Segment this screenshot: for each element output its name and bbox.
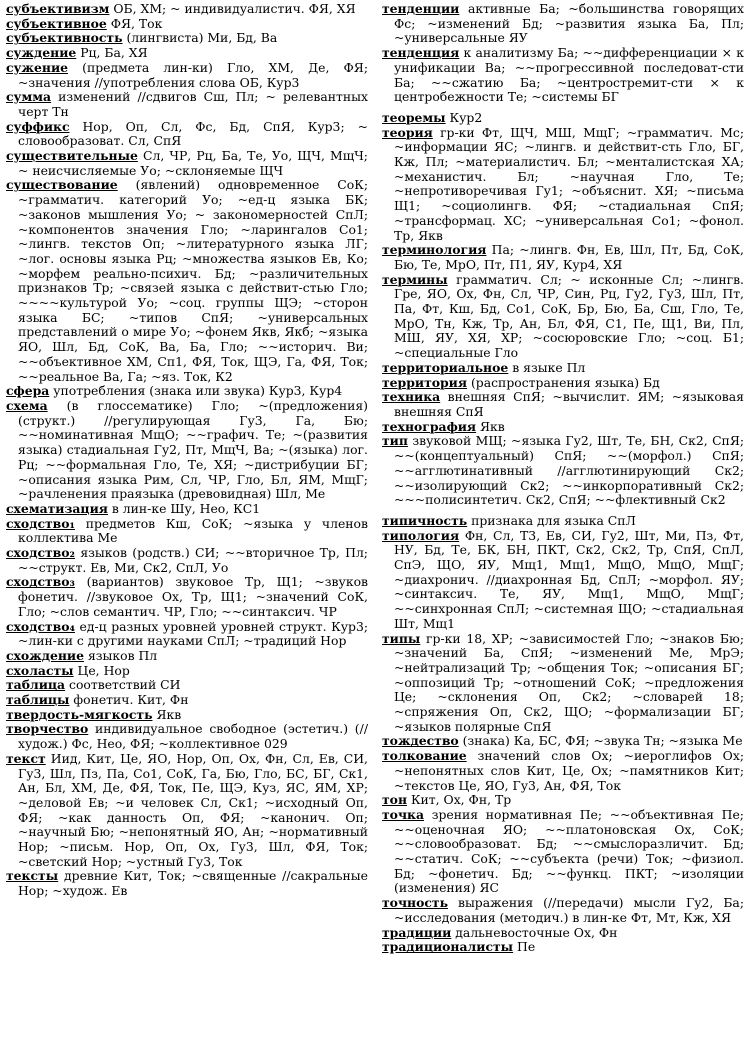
entry-text: предметов Кш, СоК; ~языка у членов коллектива Ме bbox=[18, 515, 368, 546]
entry-term: существование bbox=[6, 177, 118, 193]
entry-term: традиционалисты bbox=[382, 939, 514, 955]
entry-text: гр-ки Фт, ЩЧ, МШ, МщГ; ~грамматич. Мс; ~информации ЯС; ~лингв. и действит-сть Гло, БГ, Кж, Пл; ~материалистич. Бл; ~менталистская ХА; ~механистич. Бл; ~научная Гло, Те; ~непротиворечивая Гу1; ~объяснит. ХЯ; ~письма Щ1; ~социолингв. ФЯ; ~стадиальная СпЯ; ~трансформац. ХС; ~универсальная Со1; ~фонол. Тр, Якв bbox=[394, 124, 744, 243]
entry-text: дальневосточные Ох, Фн bbox=[451, 924, 618, 940]
entry-term: тексты bbox=[6, 868, 59, 884]
entry-text: к аналитизму Ба; ~~дифференциации × к унификации Ва; ~~прогрессивной последоват-сти Ба; ~~сжатию Ба; ~центростремит-сти × к центробежности Те; ~системы БГ bbox=[394, 45, 744, 105]
index-entry bbox=[6, 722, 368, 751]
index-entry bbox=[382, 896, 744, 925]
entry-term: схоласты bbox=[6, 662, 74, 678]
index-entry bbox=[382, 46, 744, 105]
index-entry bbox=[6, 546, 368, 575]
entry-term: сходство₁ bbox=[6, 515, 75, 531]
index-entry bbox=[382, 243, 744, 272]
entry-term: существительные bbox=[6, 148, 138, 164]
entry-term: таблицы bbox=[6, 692, 70, 708]
entry-text: ед-ц разных уровней уровней структ. Кур3; ~лин-ки с другими науками СпЛ; ~традиций Нор bbox=[18, 618, 368, 649]
entry-term: субъективность bbox=[6, 30, 123, 46]
index-entry bbox=[6, 384, 368, 399]
entry-term: типология bbox=[382, 527, 460, 543]
entry-term: сужение bbox=[6, 59, 69, 75]
entry-term: текст bbox=[6, 750, 46, 766]
entry-term: сходство₄ bbox=[6, 618, 75, 634]
index-entry bbox=[382, 376, 744, 391]
entry-text: Якв bbox=[476, 418, 505, 434]
index-entry bbox=[6, 649, 368, 664]
entry-text: значений слов Ох; ~иероглифов Ох; ~непонятных слов Кит, Це, Ох; ~памятников Кит; ~текстов Це, ЯО, Гу3, Ан, ФЯ, Ток bbox=[394, 748, 744, 793]
entry-text: внешняя СпЯ; ~вычислит. ЯМ; ~языковая внешняя СпЯ bbox=[394, 389, 744, 419]
index-entry bbox=[382, 126, 744, 244]
entry-term: суффикс bbox=[6, 118, 70, 134]
entry-text: Кур2 bbox=[445, 109, 483, 125]
entry-term: территория bbox=[382, 374, 468, 390]
entry-text: признака для языка СпЛ bbox=[467, 512, 636, 528]
entry-text: употребления (знака или звука) Кур3, Кур4 bbox=[49, 383, 343, 399]
index-entry bbox=[6, 502, 368, 517]
entry-term: тип bbox=[382, 433, 408, 449]
index-entry bbox=[382, 734, 744, 749]
index-entry bbox=[382, 361, 744, 376]
entry-text: ФЯ, Ток bbox=[106, 15, 163, 31]
entry-text: зрения нормативная Пе; ~~объективная Пе; ~~оценочная ЯО; ~~платоновская Ох, СоК; ~~словообразоват. Бд; ~~смыслоразличит. Бд; ~~статич. СоК; ~~субъекта (речи) Ток; ~физиол. Бд; ~фонетич. Бд; ~~функц. ПКТ; ~изоляции (изменения) ЯС bbox=[394, 806, 744, 896]
index-entry bbox=[382, 529, 744, 632]
entry-term: точка bbox=[382, 806, 424, 822]
entry-text: древние Кит, Ток; ~священные //сакральные Нор; ~худож. Ев bbox=[18, 868, 368, 899]
entry-text: (лингвиста) Ми, Бд, Ва bbox=[122, 30, 278, 46]
index-entry bbox=[382, 420, 744, 435]
entry-term: творчество bbox=[6, 721, 89, 737]
index-entry bbox=[6, 664, 368, 679]
entry-term: толкование bbox=[382, 748, 467, 764]
index-entry bbox=[6, 31, 368, 46]
entry-term: сходство₂ bbox=[6, 545, 75, 561]
index-entry bbox=[6, 90, 368, 119]
entry-text: звуковой МЩ; ~языка Гу2, Шт, Те, БН, Ск2, СпЯ; ~~(концептуальный) СпЯ; ~~(морфол.) СпЯ; ~~агглютинативный //агглютинирующий Ск2; ~~изолирующий Ск2; ~~инкорпоративный Ск2; ~~~полисинтетич. Ск2, СпЯ; ~~флективный Ск2 bbox=[394, 433, 744, 508]
entry-text: активные Ба; ~большинства говорящих Фс; ~изменений Бд; ~развития языка Ба, Пл; ~универсальные ЯУ bbox=[394, 2, 744, 46]
entry-text: выражения (//передачи) мысли Гу2, Ба; ~исследования (методич.) в лин-ке Фт, Мт, Кж, ХЯ bbox=[394, 895, 744, 925]
entry-text: в лин-ке Шу, Нео, КС1 bbox=[107, 500, 261, 516]
entry-text: изменений //сдвигов Сш, Пл; ~ релевантных черт Тн bbox=[18, 89, 368, 119]
entry-term: суждение bbox=[6, 45, 77, 61]
entry-term: субъективизм bbox=[6, 2, 110, 16]
entry-term: традиции bbox=[382, 924, 452, 940]
entry-term: территориальное bbox=[382, 359, 509, 375]
entry-term: термины bbox=[382, 271, 448, 287]
entry-term: субъективное bbox=[6, 15, 107, 31]
index-entry bbox=[6, 693, 368, 708]
entry-text: Фн, Сл, Т3, Ев, СИ, Гу2, Шт, Ми, Пз, Фт, НУ, Бд, Те, БК, БН, ПКТ, Ск2, Ск2, Тр, СпЯ, СпЛ, СпЭ, ЩО, ЯУ, Мщ1, Мщ1, МщО, МщО, МщГ; ~диахронич. //диахронная Бд, СпЛ; ~морфол. ЯУ; ~синтаксич. Те, ЯУ, Мщ1, МщО, МщГ; ~~синхронная СпЛ; ~системная ЩО; ~стадиальная Шт, Мщ1 bbox=[394, 527, 744, 631]
index-entry bbox=[382, 940, 744, 955]
entry-text: фонетич. Кит, Фн bbox=[69, 692, 189, 708]
entry-term: твердость-мягкость bbox=[6, 706, 153, 722]
index-entry bbox=[382, 111, 744, 126]
entry-term: типы bbox=[382, 630, 421, 646]
index-entry bbox=[382, 926, 744, 941]
entry-term: сумма bbox=[6, 89, 52, 105]
index-entry bbox=[382, 749, 744, 793]
index-entry bbox=[382, 632, 744, 735]
index-entry bbox=[6, 399, 368, 502]
index-entry bbox=[6, 620, 368, 649]
entry-term: техника bbox=[382, 389, 441, 405]
index-entry bbox=[382, 808, 744, 896]
entry-term: технография bbox=[382, 418, 477, 434]
entry-term: сфера bbox=[6, 383, 50, 399]
index-entry bbox=[6, 2, 368, 17]
entry-text: (распространения языка) Бд bbox=[467, 374, 660, 390]
entry-term: тождество bbox=[382, 733, 459, 749]
index-entry bbox=[382, 390, 744, 419]
index-entry bbox=[382, 793, 744, 808]
index-entry bbox=[6, 869, 368, 898]
entry-term: схема bbox=[6, 397, 48, 413]
index-entry bbox=[6, 149, 368, 178]
entry-term: таблица bbox=[6, 677, 66, 693]
entry-term: тон bbox=[382, 792, 408, 808]
entry-term: тенденция bbox=[382, 45, 460, 61]
index-entry bbox=[6, 120, 368, 149]
right-column bbox=[382, 2, 744, 1044]
entry-text: соответствий СИ bbox=[65, 677, 181, 693]
entry-text: Па; ~лингв. Фн, Ев, Шл, Пт, Бд, СоК, Бю, Те, МрО, Пт, П1, ЯУ, Кур4, ХЯ bbox=[394, 242, 744, 272]
entry-text: (знака) Ка, БС, ФЯ; ~звука Тн; ~языка Ме bbox=[458, 733, 743, 749]
entry-text: Це, Нор bbox=[73, 662, 130, 678]
entry-text: (явлений) одновременное СоК; ~грамматич. категорий Уо; ~ед-ц языка БК; ~законов мышления Уо; ~ закономерностей СпЛ; ~компонентов значения Гло; ~ларингалов Со1; ~лингв. текстов Оп; ~литературного языка ЛГ; ~лог. основы языка Рц; ~множества языков Ев, Ко; ~морфем реально-психич. Бд; ~различительных признаков Тр; ~связей языка с действит-стью Гло; ~~~~культурой Уо; ~соц. группы ЩЭ; ~сторон языка БС; ~типов СпЯ; ~универсальных представлений о мире Уо; ~фонем Якв, Якб; ~языка ЯО, Шл, Бд, СоК, Ва, Ба, Гло; ~~историч. Ви; ~~объективное ХМ, Сп1, ФЯ, Ток, ЩЭ, Га, ФЯ, Ток; ~~реальное Ва, Га; ~яз. Ток, К2 bbox=[18, 177, 368, 384]
entry-text: Кит, Ох, Фн, Тр bbox=[407, 792, 512, 808]
entry-text: в языке Пл bbox=[508, 359, 586, 375]
index-entry bbox=[6, 678, 368, 693]
entry-term: терминология bbox=[382, 242, 487, 258]
index-entry bbox=[6, 17, 368, 32]
entry-text: (в глоссематике) Гло; ~(предложения) (структ.) //регулирующая Гу3, Га, Бю; ~~номинативная МщО; ~~графич. Те; ~(развития языка) стадиальная Гу2, Пт, МщЧ, Ва; ~(языка) лог. Рц; ~~формальная Гло, Те, ХЯ; ~дистрибуции БГ; ~описания языка Рим, Сл, ЧР, Гло, Бл, ЯМ, МщГ; ~рачленения праязыка (древовидная) Шл, Ме bbox=[18, 397, 368, 502]
entry-term: схождение bbox=[6, 647, 84, 663]
index-entry bbox=[6, 61, 368, 90]
entry-text: (вариантов) звуковое Тр, Щ1; ~звуков фонетич. //звуковое Ох, Тр, Щ1; ~значений СоК, Гло; ~слов семантич. ЧР, Гло; ~~синтаксич. ЧР bbox=[18, 574, 368, 619]
entry-text: (предмета лин-ки) Гло, ХМ, Де, ФЯ; ~значения //употребления слова ОБ, Кур3 bbox=[18, 59, 368, 90]
entry-text: гр-ки 18, ХР; ~зависимостей Гло; ~знаков Бю; ~значений Ба, СпЯ; ~изменений Ме, МрЭ; ~нейтрализаций Тр; ~общения Ток; ~описания БГ; ~оппозиций Тр; ~отношений СоК; ~предложения Це; ~склонения Оп, Ск2; ~словарей 18; ~спряжения Оп, Ск2, ЩО; ~формализации БГ; ~языков полярные СпЯ bbox=[394, 630, 744, 734]
index-entry bbox=[6, 46, 368, 61]
entry-text: Якв bbox=[152, 706, 182, 722]
entry-text: индивидуальное свободное (эстетич.) (//худож.) Фс, Нео, ФЯ; ~коллективное 029 bbox=[18, 721, 368, 752]
entry-text: Сл, ЧР, Рц, Ба, Те, Уо, ЩЧ, МщЧ; ~ неисчисляемые Уо; ~склоняемые ЩЧ bbox=[18, 148, 368, 178]
left-column bbox=[6, 2, 368, 1044]
entry-term: точность bbox=[382, 895, 448, 911]
entry-text: Рц, Ба, ХЯ bbox=[76, 45, 148, 61]
entry-text: грамматич. Сл; ~ исконные Сл; ~лингв. Гре, ЯО, Ох, Фн, Сл, ЧР, Син, Рц, Гу2, Гу3, Шл, Пт, Па, Фт, Кш, Бд, Со1, СоК, Бр, Бю, Ба, Сш, Гло, Те, МрО, Тн, Кж, Тр, Ан, Бл, ФЯ, С1, Пе, Щ1, Ви, Пл, МШ, ЯУ, ХЯ, ХР; ~сосюровские Гло; ~соц. Б1; ~специальные Гло bbox=[394, 271, 744, 361]
index-entry bbox=[6, 575, 368, 619]
entry-text: Иид, Кит, Це, ЯО, Нор, Оп, Ох, Фн, Сл, Ев, СИ, Гу3, Шл, Пз, Па, Со1, СоК, Га, Бю, Гло, БС, БГ, Ск1, Ан, Бл, ХМ, Де, ФЯ, Ток, Пе, ЩЭ, Куз, ЯС, ЯМ, ХР; ~деловой Ев; ~и человек Сл, Ск1; ~исходный Оп, ФЯ; ~как данность Оп, ФЯ; ~канонич. Оп; ~научный Бю; ~непонятный ЯО, Ан; ~нормативный Нор; ~письм. Нор, Оп, Ох, Гу3, Шл, ФЯ, Ток; ~светский Нор; ~устный Гу3, Ток bbox=[18, 750, 368, 869]
entry-text: ОБ, ХМ; ~ индивидуалистич. ФЯ, ХЯ bbox=[109, 2, 356, 16]
index-entry bbox=[6, 752, 368, 870]
entry-text: языков (родств.) СИ; ~~вторичное Тр, Пл; ~~структ. Ев, Ми, Ск2, СпЛ, Уо bbox=[18, 545, 368, 575]
index-entry bbox=[6, 708, 368, 723]
entry-text: языков Пл bbox=[84, 647, 158, 663]
index-entry bbox=[382, 434, 744, 508]
entry-text: Нор, Оп, Сл, Фс, Бд, СпЯ, Кур3; ~ словообразоват. Сл, СпЯ bbox=[18, 118, 368, 149]
index-entry bbox=[382, 2, 744, 46]
entry-term: типичность bbox=[382, 512, 468, 528]
index-entry bbox=[382, 273, 744, 361]
index-entry bbox=[6, 517, 368, 546]
entry-term: теория bbox=[382, 124, 433, 140]
entry-text: Пе bbox=[513, 939, 536, 955]
entry-term: схематизация bbox=[6, 500, 108, 516]
entry-term: тенденции bbox=[382, 2, 460, 16]
index-entry bbox=[6, 178, 368, 384]
entry-term: теоремы bbox=[382, 109, 446, 125]
entry-term: сходство₃ bbox=[6, 574, 75, 590]
index-entry bbox=[382, 514, 744, 529]
